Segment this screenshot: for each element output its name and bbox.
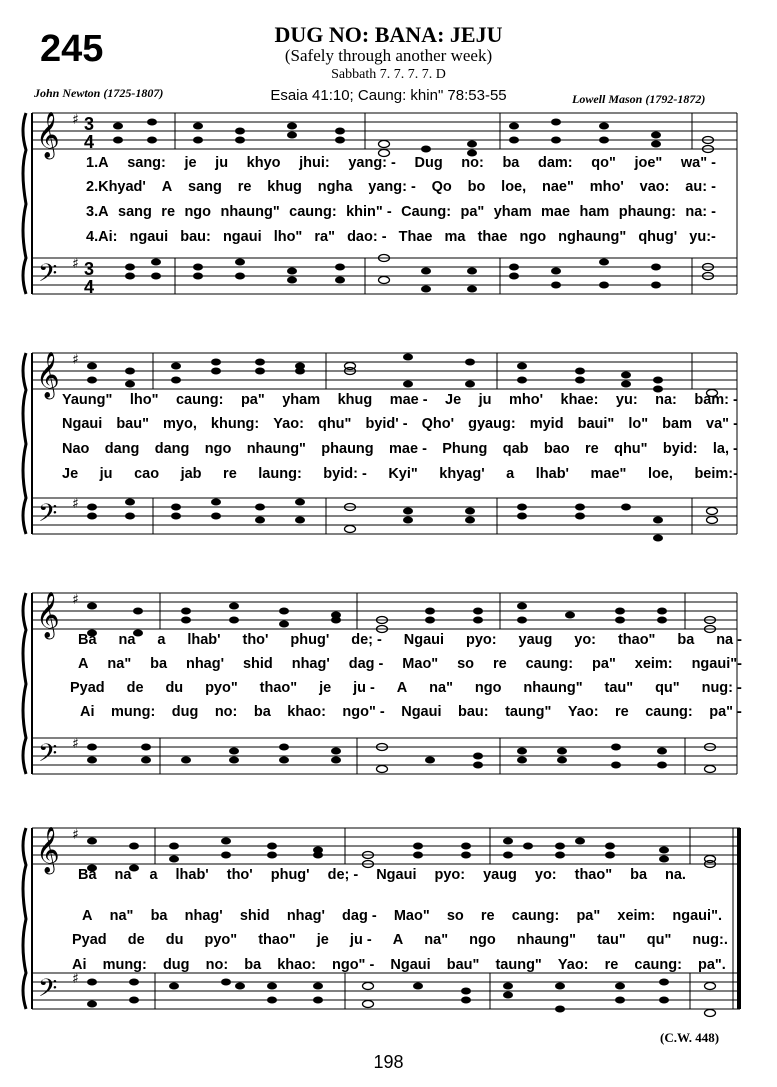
svg-text:𝄞: 𝄞 [36,592,60,638]
page-number: 198 [373,1052,404,1072]
verse-3-line-2: Nao dang dang ngo nhaung" phaung mae - Phung qab bao re qhu" byid: la, - [62,441,738,457]
verse-2-line-3: A na" ba nhag' shid nhag' dag - Mao" so re caung: pa" xeim: ngaui"- [78,656,742,672]
svg-text:4: 4 [84,132,95,152]
svg-text:𝄢: 𝄢 [38,974,58,1009]
verse-2-line-4: A na" ba nhag' shid nhag' dag - Mao" so re caung: pa" xeim: ngaui". [82,908,722,924]
svg-text:♯: ♯ [72,112,79,128]
hymn-number: 245 [40,28,104,70]
svg-text:♯: ♯ [72,256,79,272]
verse-1-line-3: Ba na a lhab' tho' phug' de; - Ngaui pyo: yaug yo: thao" ba na - [78,632,742,648]
hymn-title: DUG NO: BANA: JEJU [274,22,503,47]
svg-text:𝄢: 𝄢 [38,739,58,774]
verse-2-line-1: 2.Khyad' A sang re khug ngha yang: - Qo bo loe, nae" mho' vao: au: - [86,179,716,195]
verse-3-line-4: Pyad de du pyo" thao" je ju - A na" ngo nhaung" tau" qu" nug:. [72,932,728,948]
svg-text:𝄢: 𝄢 [38,499,58,534]
lyric-author: John Newton (1725-1807) [34,86,164,100]
svg-text:♯: ♯ [72,971,79,987]
svg-text:♯: ♯ [72,496,79,512]
verse-4-line-3: Ai mung: dug no: ba khao: ngo" - Ngaui bau: taung" Yao: re caung: pa" - [80,704,742,720]
svg-text:♯: ♯ [72,352,79,368]
tune-composer: Lowell Mason (1792-1872) [572,92,706,106]
verse-2-line-2: Ngaui bau" myo, khung: Yao: qhu" byid' - Qho' gyaug: myid baui" lo" bam va" - [62,416,738,432]
verse-1-line-2: Yaung" lho" caung: pa" yham khug mae - Je ju mho' khae: yu: na: bam: - [62,392,738,408]
catalog-reference: (C.W. 448) [660,1030,720,1045]
svg-text:𝄞: 𝄞 [36,827,60,873]
svg-text:3: 3 [84,114,95,134]
verse-4-line-4: Ai mung: dug no: ba khao: ngo" - Ngaui bau" taung" Yao: re caung: pa". [72,957,726,973]
verse-3-line-3: Pyad de du pyo" thao" je ju - A na" ngo nhaung" tau" qu" nug: - [70,680,742,696]
svg-text:𝄞: 𝄞 [36,112,60,158]
svg-text:♯: ♯ [72,827,79,843]
svg-text:4: 4 [84,277,95,297]
verse-3-line-1: 3.A sang re ngo nhaung" caung: khin" - Caung: pa" yham mae ham phaung: na: - [86,204,716,220]
verse-1-line-1: 1.A sang: je ju khyo jhui: yang: - Dug no: ba dam: qo" joe" wa" - [86,155,716,171]
svg-text:𝄞: 𝄞 [36,352,60,398]
tune-meter: Sabbath 7. 7. 7. 7. D [331,67,446,82]
svg-text:♯: ♯ [72,736,79,752]
verse-4-line-1: 4.Ai: ngaui bau: ngaui lho" ra" dao: - Thae ma thae ngo nghaung" qhug' yu:- [86,229,716,245]
svg-text:3: 3 [84,259,95,279]
verse-1-line-4: Ba na a lhab' tho' phug' de; - Ngaui pyo: yaug yo: thao" ba na. [78,867,686,883]
svg-text:♯: ♯ [72,592,79,608]
scripture-reference: Esaia 41:10; Caung: khin" 78:53-55 [270,87,507,104]
verse-4-line-2: Je ju cao jab re laung: byid: - Kyi" khyag' a lhab' mae" loe, beim:- [62,466,738,482]
svg-text:𝄢: 𝄢 [38,259,58,294]
hymn-subtitle: (Safely through another week) [284,46,493,65]
